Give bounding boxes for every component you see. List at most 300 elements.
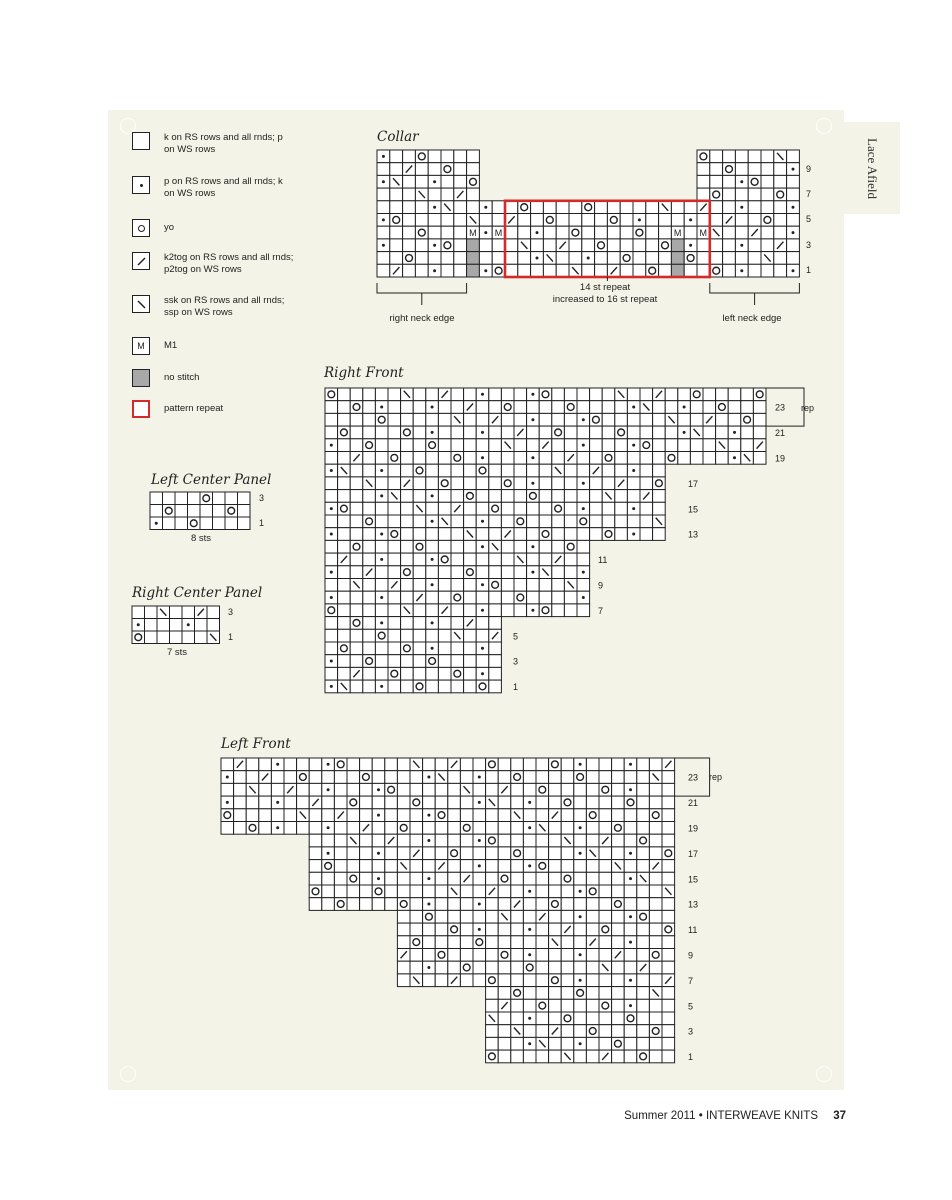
stitch-cell [536, 936, 549, 949]
stitch-cell [599, 872, 612, 885]
stitch-cell [649, 936, 662, 949]
stitch-cell [338, 617, 351, 630]
stitch-cell [511, 872, 524, 885]
stitch-cell [549, 796, 562, 809]
stitch-cell [556, 252, 569, 265]
stitch-cell [413, 604, 426, 617]
stitch-cell [451, 680, 464, 693]
stitch-cell [607, 214, 620, 227]
stitch-cell [574, 809, 587, 822]
stitch-cell [486, 923, 499, 936]
stitch-cell [543, 239, 556, 252]
stitch-cell [489, 591, 502, 604]
stitch-cell [646, 226, 659, 239]
stitch-cell [627, 515, 640, 528]
stitch-cell [390, 150, 403, 163]
stitch-cell [489, 604, 502, 617]
stitch-cell [671, 252, 684, 265]
stitch-cell [787, 252, 800, 265]
stitch-cell [259, 758, 272, 771]
stitch-cell [671, 201, 684, 214]
stitch-cell [476, 680, 489, 693]
stitch-cell [486, 758, 499, 771]
stitch-cell [590, 490, 603, 503]
stitch-cell [464, 655, 477, 668]
stitch-cell [438, 490, 451, 503]
row-number: 3 [228, 607, 234, 617]
stitch-cell [501, 401, 514, 414]
stitch-cell [388, 667, 401, 680]
stitch-cell [539, 490, 552, 503]
stitch-cell [360, 758, 373, 771]
stitch-cell [561, 771, 574, 784]
stitch-cell [350, 401, 363, 414]
stitch-cell [501, 413, 514, 426]
purl-dot-icon [380, 558, 383, 561]
stitch-cell [511, 771, 524, 784]
stitch-cell [360, 809, 373, 822]
stitch-cell [473, 847, 486, 860]
stitch-cell [473, 974, 486, 987]
stitch-cell [662, 822, 675, 835]
stitch-cell [438, 680, 451, 693]
stitch-cell [486, 898, 499, 911]
stitch-cell [662, 999, 675, 1012]
stitch-cell [574, 999, 587, 1012]
stitch-cell [401, 566, 414, 579]
stitch-cell [561, 936, 574, 949]
stitch-cell [549, 1012, 562, 1025]
stitch-cell [620, 252, 633, 265]
purl-dot-icon [587, 257, 590, 260]
stitch-cell [347, 847, 360, 860]
stitch-cell [556, 226, 569, 239]
stitch-cell [612, 1050, 625, 1063]
stitch-cell [684, 201, 697, 214]
stitch-cell [787, 175, 800, 188]
stitch-cell [599, 822, 612, 835]
stitch-cell [454, 214, 467, 227]
stitch-cell [549, 783, 562, 796]
stitch-cell [723, 163, 736, 176]
stitch-cell [649, 898, 662, 911]
stitch-cell [787, 214, 800, 227]
stitch-cell [735, 252, 748, 265]
stitch-cell [498, 885, 511, 898]
stitch-cell [728, 401, 741, 414]
stitch-cell [451, 528, 464, 541]
stitch-cell [363, 388, 376, 401]
stitch-cell [514, 452, 527, 465]
stitch-cell [549, 847, 562, 860]
stitch-cell [428, 252, 441, 265]
stitch-cell [498, 872, 511, 885]
stitch-cell [435, 885, 448, 898]
stitch-cell [599, 949, 612, 962]
stitch-cell [423, 936, 436, 949]
stitch-cell [531, 239, 544, 252]
purl-dot-icon [380, 469, 383, 472]
stitch-cell [523, 758, 536, 771]
right-front-chart [0, 380, 952, 700]
stitch-cell [297, 822, 310, 835]
stitch-cell [234, 809, 247, 822]
purl-dot-icon [478, 903, 481, 906]
stitch-cell [582, 214, 595, 227]
magazine-name: INTERWEAVE KNITS [705, 1110, 818, 1122]
stitch-cell [536, 771, 549, 784]
stitch-cell [338, 515, 351, 528]
stitch-cell [624, 834, 637, 847]
purl-dot-icon [484, 206, 487, 209]
purl-dot-icon [276, 826, 279, 829]
stitch-cell [586, 796, 599, 809]
row-number: 3 [259, 493, 265, 503]
stitch-cell [397, 872, 410, 885]
stitch-cell [473, 949, 486, 962]
stitch-cell [403, 264, 416, 277]
stitch-cell [514, 579, 527, 592]
stitch-cell [423, 758, 436, 771]
stitch-cell [460, 822, 473, 835]
stitch-cell [388, 553, 401, 566]
purl-dot-icon [481, 647, 484, 650]
stitch-cell [761, 214, 774, 227]
stitch-cell [697, 150, 710, 163]
stitch-cell [556, 264, 569, 277]
stitch-cell [473, 961, 486, 974]
stitch-cell [435, 923, 448, 936]
stitch-cell [549, 758, 562, 771]
stitch-cell [646, 239, 659, 252]
stitch-cell [388, 452, 401, 465]
stitch-cell [413, 413, 426, 426]
stitch-cell [514, 515, 527, 528]
stitch-cell [549, 974, 562, 987]
stitch-cell [527, 439, 540, 452]
stitch-cell [586, 860, 599, 873]
stitch-cell [388, 401, 401, 414]
purl-dot-icon [579, 763, 582, 766]
stitch-cell [385, 860, 398, 873]
stitch-cell [451, 426, 464, 439]
purl-dot-icon [330, 571, 333, 574]
footer-separator: • [698, 1110, 703, 1122]
stitch-cell [511, 961, 524, 974]
stitch-cell [410, 885, 423, 898]
stitch-cell [501, 452, 514, 465]
stitch-cell [486, 987, 499, 1000]
stitch-cell [577, 579, 590, 592]
right-center-panel-title: Right Center Panel [132, 585, 263, 601]
stitch-cell [678, 439, 691, 452]
stitch-cell [527, 528, 540, 541]
stitch-cell [599, 771, 612, 784]
stitch-cell [388, 388, 401, 401]
stitch-cell [448, 910, 461, 923]
stitch-cell [350, 477, 363, 490]
stitch-cell [401, 540, 414, 553]
stitch-cell [423, 783, 436, 796]
width-label: 7 sts [166, 647, 188, 658]
stitch-cell [441, 264, 454, 277]
stitch-cell [415, 226, 428, 239]
stitch-cell [574, 860, 587, 873]
stitch-cell [602, 528, 615, 541]
stitch-cell [489, 452, 502, 465]
stitch-cell [662, 834, 675, 847]
purl-dot-icon [382, 218, 385, 221]
stitch-cell [350, 642, 363, 655]
stitch-cell [637, 809, 650, 822]
stitch-cell [514, 388, 527, 401]
purl-dot-icon [531, 456, 534, 459]
left-front-title: Left Front [221, 736, 291, 752]
stitch-cell [464, 540, 477, 553]
purl-dot-icon [380, 533, 383, 536]
stitch-cell [574, 783, 587, 796]
stitch-cell [564, 401, 577, 414]
left-front-chart [0, 750, 952, 1070]
purl-dot-icon [478, 801, 481, 804]
stitch-cell [607, 239, 620, 252]
stitch-cell [473, 885, 486, 898]
stitch-cell [413, 490, 426, 503]
purl-dot-icon [276, 763, 279, 766]
stitch-cell [246, 771, 259, 784]
stitch-cell [334, 872, 347, 885]
purl-dot-icon [629, 979, 632, 982]
purl-dot-icon [536, 231, 539, 234]
stitch-cell [388, 426, 401, 439]
stitch-cell [599, 936, 612, 949]
stitch-cell [375, 540, 388, 553]
stitch-cell [438, 591, 451, 604]
stitch-cell [649, 949, 662, 962]
stitch-cell [556, 201, 569, 214]
stitch-cell [375, 502, 388, 515]
purl-dot-icon [740, 180, 743, 183]
stitch-cell [662, 949, 675, 962]
stitch-cell [662, 1050, 675, 1063]
stitch-cell [489, 515, 502, 528]
stitch-cell [615, 413, 628, 426]
purl-dot-icon [484, 231, 487, 234]
stitch-cell [334, 758, 347, 771]
stitch-cell [388, 477, 401, 490]
purl-dot-icon [327, 763, 330, 766]
stitch-cell [454, 175, 467, 188]
stitch-cell [460, 898, 473, 911]
stitch-cell [549, 885, 562, 898]
stitch-cell [662, 1012, 675, 1025]
stitch-cell [309, 809, 322, 822]
stitch-cell [460, 847, 473, 860]
stitch-cell [325, 617, 338, 630]
purl-dot-icon [582, 571, 585, 574]
stitch-cell [590, 401, 603, 414]
stitch-cell [620, 214, 633, 227]
stitch-cell [624, 822, 637, 835]
stitch-cell [599, 910, 612, 923]
stitch-cell [325, 540, 338, 553]
stitch-cell [377, 226, 390, 239]
stitch-cell [662, 923, 675, 936]
stitch-cell [347, 822, 360, 835]
stitch-cell [375, 642, 388, 655]
stitch-cell [511, 834, 524, 847]
purl-dot-icon [481, 609, 484, 612]
stitch-cell [716, 388, 729, 401]
purl-dot-icon [638, 218, 641, 221]
stitch-cell [401, 642, 414, 655]
stitch-cell [401, 502, 414, 515]
stitch-cell [377, 188, 390, 201]
stitch-cell [690, 413, 703, 426]
stitch-cell [536, 885, 549, 898]
stitch-cell [612, 809, 625, 822]
stitch-cell [624, 885, 637, 898]
stitch-cell [577, 388, 590, 401]
stitch-cell [561, 1037, 574, 1050]
stitch-cell [640, 477, 653, 490]
purl-dot-icon [582, 418, 585, 421]
stitch-cell [435, 974, 448, 987]
stitch-cell [221, 822, 234, 835]
stitch-cell [602, 401, 615, 414]
stitch-cell [476, 413, 489, 426]
stitch-cell [761, 201, 774, 214]
stitch-cell [426, 655, 439, 668]
stitch-cell [612, 987, 625, 1000]
stitch-cell [234, 822, 247, 835]
stitch-cell [662, 860, 675, 873]
width-label: 8 sts [190, 533, 212, 544]
stitch-cell [375, 426, 388, 439]
purl-dot-icon [481, 583, 484, 586]
stitch-cell [221, 758, 234, 771]
stitch-cell [564, 439, 577, 452]
stitch-cell [735, 150, 748, 163]
stitch-cell [574, 987, 587, 1000]
stitch-cell [413, 655, 426, 668]
m1-icon: M [673, 228, 682, 239]
stitch-cell [624, 898, 637, 911]
stitch-cell [649, 1025, 662, 1038]
purl-dot-icon [579, 953, 582, 956]
stitch-cell [527, 502, 540, 515]
stitch-cell [665, 388, 678, 401]
stitch-cell [690, 452, 703, 465]
stitch-cell [390, 226, 403, 239]
stitch-cell [637, 936, 650, 949]
purl-dot-icon [629, 788, 632, 791]
stitch-cell [649, 796, 662, 809]
stitch-cell [728, 439, 741, 452]
stitch-cell [363, 452, 376, 465]
stitch-cell [723, 239, 736, 252]
row-number: 17 [688, 478, 699, 489]
stitch-cell [350, 490, 363, 503]
stitch-cell [375, 515, 388, 528]
stitch-cell [334, 834, 347, 847]
stitch-cell [523, 834, 536, 847]
stitch-cell [523, 1025, 536, 1038]
stitch-cell [246, 809, 259, 822]
stitch-cell [435, 949, 448, 962]
stitch-cell [309, 898, 322, 911]
stitch-cell [653, 464, 666, 477]
stitch-cell [486, 1037, 499, 1050]
purl-dot-icon [792, 231, 795, 234]
stitch-cell [397, 910, 410, 923]
stitch-cell [297, 771, 310, 784]
purl-dot-icon [528, 928, 531, 931]
stitch-cell [489, 553, 502, 566]
stitch-cell [271, 809, 284, 822]
stitch-cell [649, 809, 662, 822]
stitch-cell [662, 961, 675, 974]
purl-dot-icon [632, 406, 635, 409]
stitch-cell [426, 464, 439, 477]
stitch-cell [637, 771, 650, 784]
stitch-cell [640, 413, 653, 426]
stitch-cell [438, 426, 451, 439]
stitch-cell [375, 667, 388, 680]
stitch-cell [586, 910, 599, 923]
stitch-cell [334, 898, 347, 911]
stitch-cell [569, 201, 582, 214]
stitch-cell [511, 999, 524, 1012]
stitch-cell [662, 872, 675, 885]
stitch-cell [350, 464, 363, 477]
purl-dot-icon [380, 685, 383, 688]
stitch-cell [564, 426, 577, 439]
purl-dot-icon [629, 1004, 632, 1007]
stitch-cell [536, 1025, 549, 1038]
row-number: 23 [688, 772, 699, 783]
stitch-cell [637, 898, 650, 911]
stitch-cell [347, 758, 360, 771]
stitch-cell [501, 553, 514, 566]
stitch-cell [454, 201, 467, 214]
stitch-cell [284, 771, 297, 784]
stitch-cell [486, 999, 499, 1012]
stitch-cell [413, 401, 426, 414]
stitch-cell [363, 591, 376, 604]
stitch-cell [620, 264, 633, 277]
stitch-cell [363, 439, 376, 452]
stitch-cell [659, 252, 672, 265]
stitch-cell [448, 898, 461, 911]
stitch-cell [569, 252, 582, 265]
purl-dot-icon [327, 788, 330, 791]
stitch-cell [723, 201, 736, 214]
stitch-cell [438, 452, 451, 465]
stitch-cell [413, 629, 426, 642]
stitch-cell [486, 1050, 499, 1063]
stitch-cell [467, 150, 480, 163]
stitch-cell [518, 252, 531, 265]
row-number: 7 [598, 605, 604, 616]
stitch-cell [514, 502, 527, 515]
stitch-cell [489, 655, 502, 668]
row-number: 5 [513, 631, 519, 642]
stitch-cell [552, 502, 565, 515]
purl-dot-icon [478, 839, 481, 842]
stitch-cell [464, 413, 477, 426]
stitch-cell [637, 834, 650, 847]
